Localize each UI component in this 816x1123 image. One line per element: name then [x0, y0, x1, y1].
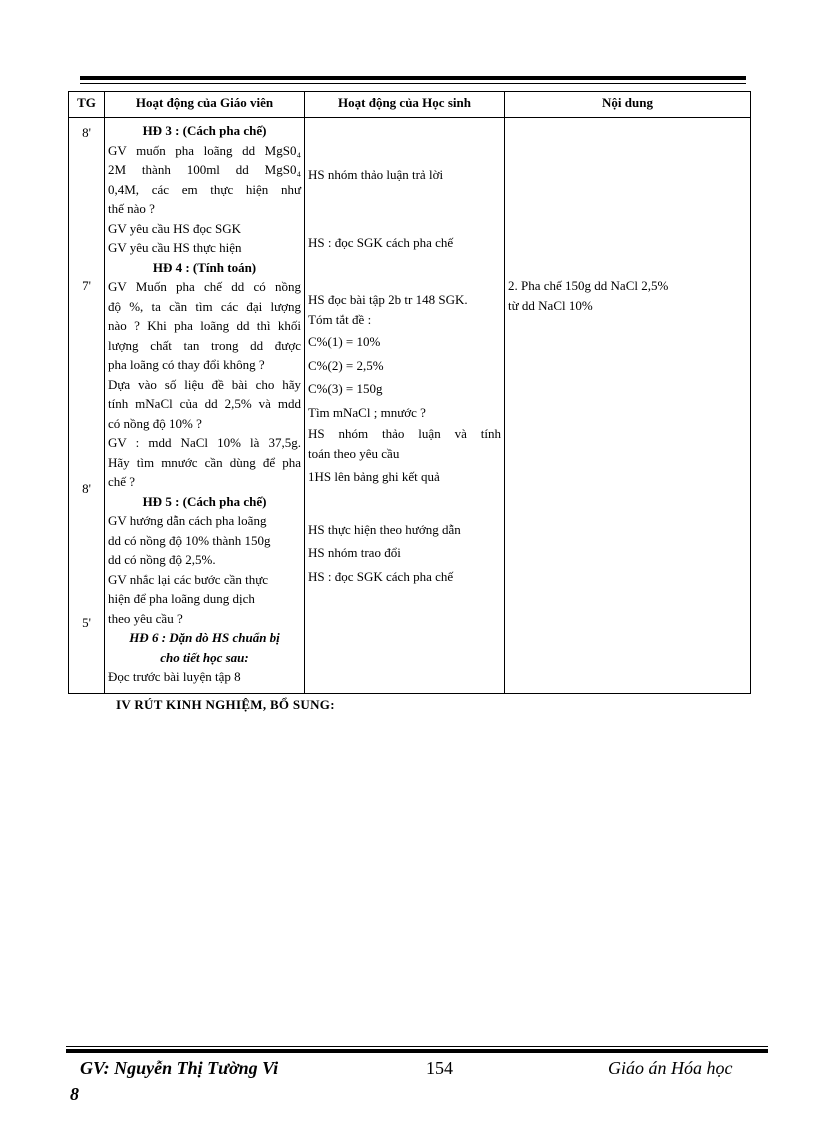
footer-author: GV: Nguyễn Thị Tường Vi [80, 1058, 279, 1078]
table-body-row [69, 118, 751, 694]
student-activity-column [305, 118, 505, 694]
gv-line: theo yêu cầu ? [108, 610, 183, 626]
gv-line: 0,4M, các em thực hiện như [108, 181, 301, 197]
hs-line: Tìm mNaCl ; mnước ? [308, 404, 426, 420]
header-content: Nội dung [505, 92, 751, 118]
hd3-heading: HĐ 3 : (Cách pha chế) [142, 123, 267, 138]
gv-line: GV : mdd NaCl 10% là 37,5g. [108, 435, 301, 450]
gv-line: hiện để pha loãng dung dịch [108, 591, 255, 606]
hd6-heading-cont: cho tiết học sau: [160, 649, 249, 665]
table-header-row [69, 92, 751, 118]
hs-line: Tóm tắt đề : [308, 311, 372, 327]
gv-line: GV yêu cầu HS thực hiện [108, 240, 242, 255]
gv-line: GV hướng dẫn cách pha loãng [108, 513, 267, 528]
content-line: từ dd NaCl 10% [508, 297, 593, 313]
hs-line: HS đọc bài tập 2b tr 148 SGK. [308, 292, 468, 307]
hs-line: toán theo yêu cầu [308, 445, 400, 461]
gv-line: dd có nồng độ 2,5%. [108, 552, 216, 567]
hs-line: HS nhóm thảo luận và tính [308, 426, 501, 441]
hd5-heading: HĐ 5 : (Cách pha chế) [142, 493, 267, 509]
hs-line: HS : đọc SGK cách pha chế [308, 234, 454, 250]
gv-line: tính mNaCl của dd 2,5% và mdd [108, 396, 301, 411]
gv-line: dd có nồng độ 10% thành 150g [108, 532, 271, 548]
header-tg: TG [69, 92, 105, 118]
gv-line: Dựa vào số liệu đề bài cho hãy [108, 376, 301, 392]
teacher-activity-column [105, 118, 305, 694]
section-title: IV RÚT KINH NGHIỆM, BỔ SUNG: [116, 697, 335, 712]
hs-line: HS thực hiện theo hướng dẫn [308, 521, 461, 537]
hs-line: C%(3) = 150g [308, 381, 383, 396]
header-teacher-activity: Hoạt động của Giáo viên [105, 92, 305, 118]
gv-line: lượng chất tan trong dd được [108, 337, 301, 353]
gv-line: 2M thành 100ml dd MgS0₄ [108, 162, 301, 177]
time-hd6: 5' [82, 615, 91, 630]
hd4-heading: HĐ 4 : (Tính toán) [152, 259, 257, 275]
content-column [505, 118, 751, 694]
hs-line: HS : đọc SGK cách pha chế [308, 568, 454, 584]
gv-line: Đọc trước bài luyện tập 8 [108, 669, 241, 684]
gv-line: pha loãng có thay đổi không ? [108, 357, 265, 372]
hs-line: C%(1) = 10% [308, 334, 381, 349]
gv-line: GV nhắc lại các bước cần thực [108, 571, 269, 587]
gv-line: GV Muốn pha chế dd có nồng [108, 279, 301, 294]
gv-line: nào ? Khi pha loãng dd thì khối [108, 318, 301, 333]
content-line: 2. Pha chế 150g dd NaCl 2,5% [508, 278, 669, 293]
hs-line: C%(2) = 2,5% [308, 357, 384, 373]
gv-line: thế nào ? [108, 201, 155, 216]
gv-line: độ %, ta cần tìm các đại lượng [108, 298, 301, 314]
footer-author-cont: 8 [70, 1084, 79, 1104]
hs-line: HS nhóm thảo luận trả lời [308, 167, 444, 182]
time-column [69, 118, 105, 694]
gv-line: GV muốn pha loãng dd MgS0₄ [108, 142, 301, 158]
header-student-activity: Hoạt động của Học sinh [305, 92, 505, 118]
footer-subject: Giáo án Hóa học [608, 1058, 733, 1078]
page-number: 154 [426, 1058, 453, 1078]
time-hd3: 8' [82, 125, 91, 140]
lesson-table [68, 91, 751, 694]
hs-line: 1HS lên bảng ghi kết quả [308, 469, 440, 484]
gv-line: chế ? [108, 474, 136, 489]
header-rule [80, 76, 746, 84]
gv-line: GV yêu cầu HS đọc SGK [108, 220, 241, 236]
time-hd5: 8' [82, 481, 91, 496]
time-hd4: 7' [82, 278, 91, 293]
gv-line: có nồng độ 10% ? [108, 415, 202, 431]
hs-line: HS nhóm trao đổi [308, 545, 401, 560]
gv-line: Hãy tìm mnước cần dùng để pha [108, 454, 301, 470]
hd6-heading: HĐ 6 : Dặn dò HS chuẩn bị [129, 630, 280, 645]
footer-rule [66, 1046, 768, 1053]
